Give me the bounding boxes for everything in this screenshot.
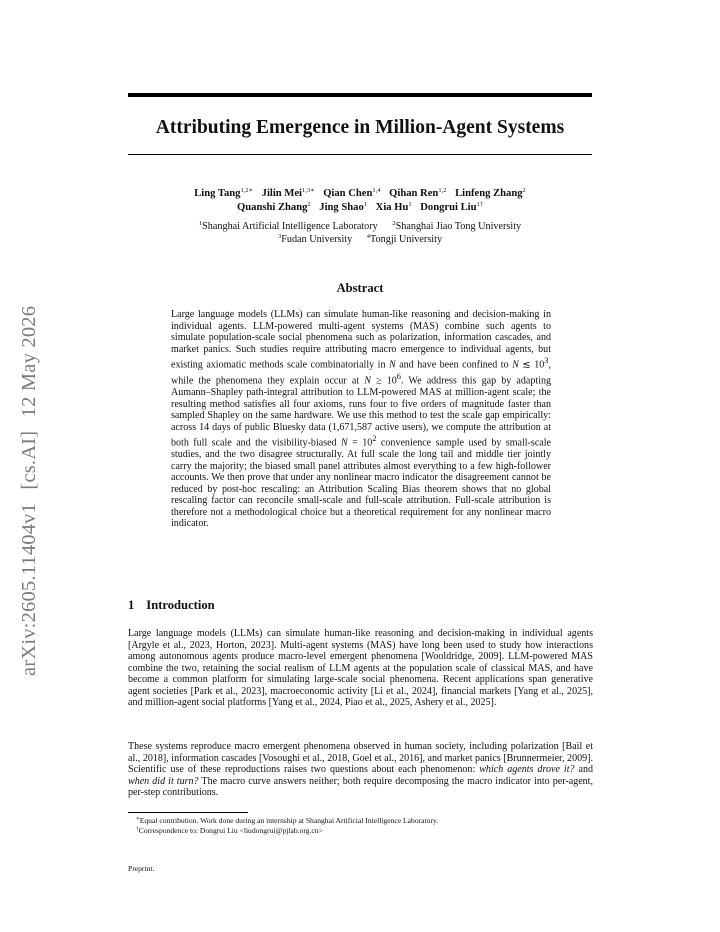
author-affiliation-marks: 2 xyxy=(307,201,311,208)
text-run: and have been confined to xyxy=(395,359,513,371)
text-run: and xyxy=(574,764,594,776)
author-affiliation-marks: 1,2 xyxy=(438,187,447,194)
author-affiliation-marks: 2 xyxy=(522,187,526,194)
arxiv-category: [cs.AI] xyxy=(18,430,40,490)
author-name: Jing Shao$^1$ xyxy=(319,201,368,213)
text-run: ≥ 10 xyxy=(370,375,397,387)
text-run: ≲ 10 xyxy=(518,359,545,371)
author-affiliation-marks: 1,2∗ xyxy=(240,187,254,194)
italic-run: which agents drove it? xyxy=(479,764,575,776)
italic-run: N xyxy=(512,359,519,371)
preprint-label: Preprint. xyxy=(128,864,155,873)
author-list xyxy=(128,187,592,215)
affiliation: $^1$Shanghai Artificial Intelligence Laboratory xyxy=(198,220,378,232)
italic-run: N xyxy=(388,359,396,371)
footnotes xyxy=(136,816,596,836)
author-affiliation-marks: 1† xyxy=(476,201,483,208)
text-run: The macro curve answers neither; both require decomposing the macro indicator into per-agent, per-step contributions. xyxy=(128,775,593,799)
footnote-rule xyxy=(128,812,248,813)
author-name: Linfeng Zhang$^2$ xyxy=(455,187,526,199)
arxiv-stamp[interactable] xyxy=(18,298,41,676)
text-run: Large language models (LLMs) can simulate human-like reasoning and decision-making in individual agents. LLM-powered multi-agent systems (MAS) combine such agents to simulate population-scale social phenomena such as polarization, information cascades, and market panics. Such studies require attributing macro emergence to individual agents, but existing axiomatic methods scale combinatorially in xyxy=(171,309,551,371)
italic-run: N xyxy=(341,437,348,449)
superscript-run: 6 xyxy=(396,372,401,382)
arxiv-id[interactable]: arXiv:2605.11404v1 xyxy=(18,502,40,676)
affiliation-list xyxy=(128,221,592,246)
arxiv-date: 12 May 2026 xyxy=(18,305,40,418)
affiliation: $^4$Tongji University xyxy=(366,232,443,245)
author-name: Dongrui Liu$^{1\dagger}$ xyxy=(420,201,483,213)
author-name: Jilin Mei$^{1,3∗}$ xyxy=(261,187,315,199)
footnote: †Correspondence to: Dongrui Liu <liudongrui@pjlab.org.cn> xyxy=(136,826,323,835)
abstract-text xyxy=(171,309,551,530)
section-heading xyxy=(128,598,215,613)
section-number: 1 xyxy=(128,598,135,612)
text-run: , while the phenomena they explain occur at xyxy=(171,359,551,387)
abstract-heading: Abstract xyxy=(336,281,384,295)
intro-paragraph-2 xyxy=(128,741,593,799)
author-name: Xia Hu$^1$ xyxy=(375,201,412,213)
intro-paragraph-1 xyxy=(128,628,593,709)
author-name: Qian Chen$^{1,4}$ xyxy=(323,187,381,199)
author-name: Quanshi Zhang$^2$ xyxy=(237,201,311,213)
italic-run: N xyxy=(364,375,371,387)
section-title: Introduction xyxy=(146,598,215,612)
author-name: Ling Tang$^{1,2∗}$ xyxy=(194,187,254,199)
paper-title: Attributing Emergence in Million-Agent Systems xyxy=(155,117,565,138)
author-affiliation-marks: 1,4 xyxy=(372,187,381,194)
superscript-run: 3 xyxy=(544,356,549,366)
text-run: = 10 xyxy=(347,437,373,449)
author-affiliation-marks: 1,3∗ xyxy=(301,187,315,194)
italic-run: when did it turn? xyxy=(128,775,199,787)
author-affiliation-marks: 1 xyxy=(363,201,368,208)
text-run: These systems reproduce macro emergent phenomena observed in human society, including polarization [Bail et al., 2018], information cascades [Vosoughi et al., 2018, Goel et al., 2016], and market panics [Brunnermeier, 2009]. Scientific use of these reproductions raises two questions about each phenomenon: xyxy=(128,741,593,776)
title-rule xyxy=(128,154,592,155)
top-rule xyxy=(128,93,592,97)
text-run: . We address this gap by adapting Aumann–Shapley path-integral attribution to LLM-powered MAS at million-agent scale; the resulting method satisfies all four axioms, runs four to five orders of magnitude faster than sampled Shapley on the same hardware. We use this method to test the scale gap empirically: across 14 days of public Bluesky data (1,671,587 active users), we compute the attribution at both full scale and the visibility-biased xyxy=(171,375,552,449)
author-affiliation-marks: 1 xyxy=(408,201,412,208)
text-run: convenience sample used by small-scale studies, and the two disagree structurally. At full scale the long tail and middle tier jointly carry the majority; the biased small panel attributes almost everything to a few high-follower accounts. We then prove that under any nonlinear macro indicator the disagreement cannot be reduced by post-hoc rescaling: an Attribution Scaling Bias theorem shows that no global rescaling factor can reconcile small-scale and full-scale attribution. Full-scale attribution is therefore not a methodological choice but a theoretical requirement for any nonlinear macro indicator. xyxy=(171,437,551,530)
affiliation: $^2$Shanghai Jiao Tong University xyxy=(392,220,522,232)
author-name: Qihan Ren$^{1,2}$ xyxy=(389,187,447,199)
superscript-run: 2 xyxy=(372,434,377,444)
affiliation: $^3$Fudan University xyxy=(277,232,353,245)
text-run: Large language models (LLMs) can simulate human-like reasoning and decision-making in individual agents [Argyle et al., 2023, Horton, 2023]. Multi-agent systems (MAS) have long been used to study how interactions among autonomous agents produce macro-level emergent phenomena [Wooldridge, 2009]. LLM-powered MAS combine the two, retaining the social realism of LLM agents at the population scale of classical MAS, and have become a common platform for simulating large-scale social phenomena. Recent applications span generative agent societies [Park et al., 2023], macroeconomic activity [Li et al., 2024], financial markets [Yang et al., 2025], and million-agent social platforms [Yang et al., 2024, Piao et al., 2025, Ashery et al., 2025]. xyxy=(128,628,593,709)
footnote: ∗Equal contribution. Work done during an internship at Shanghai Artificial Intelligence Laboratory. xyxy=(136,816,439,825)
